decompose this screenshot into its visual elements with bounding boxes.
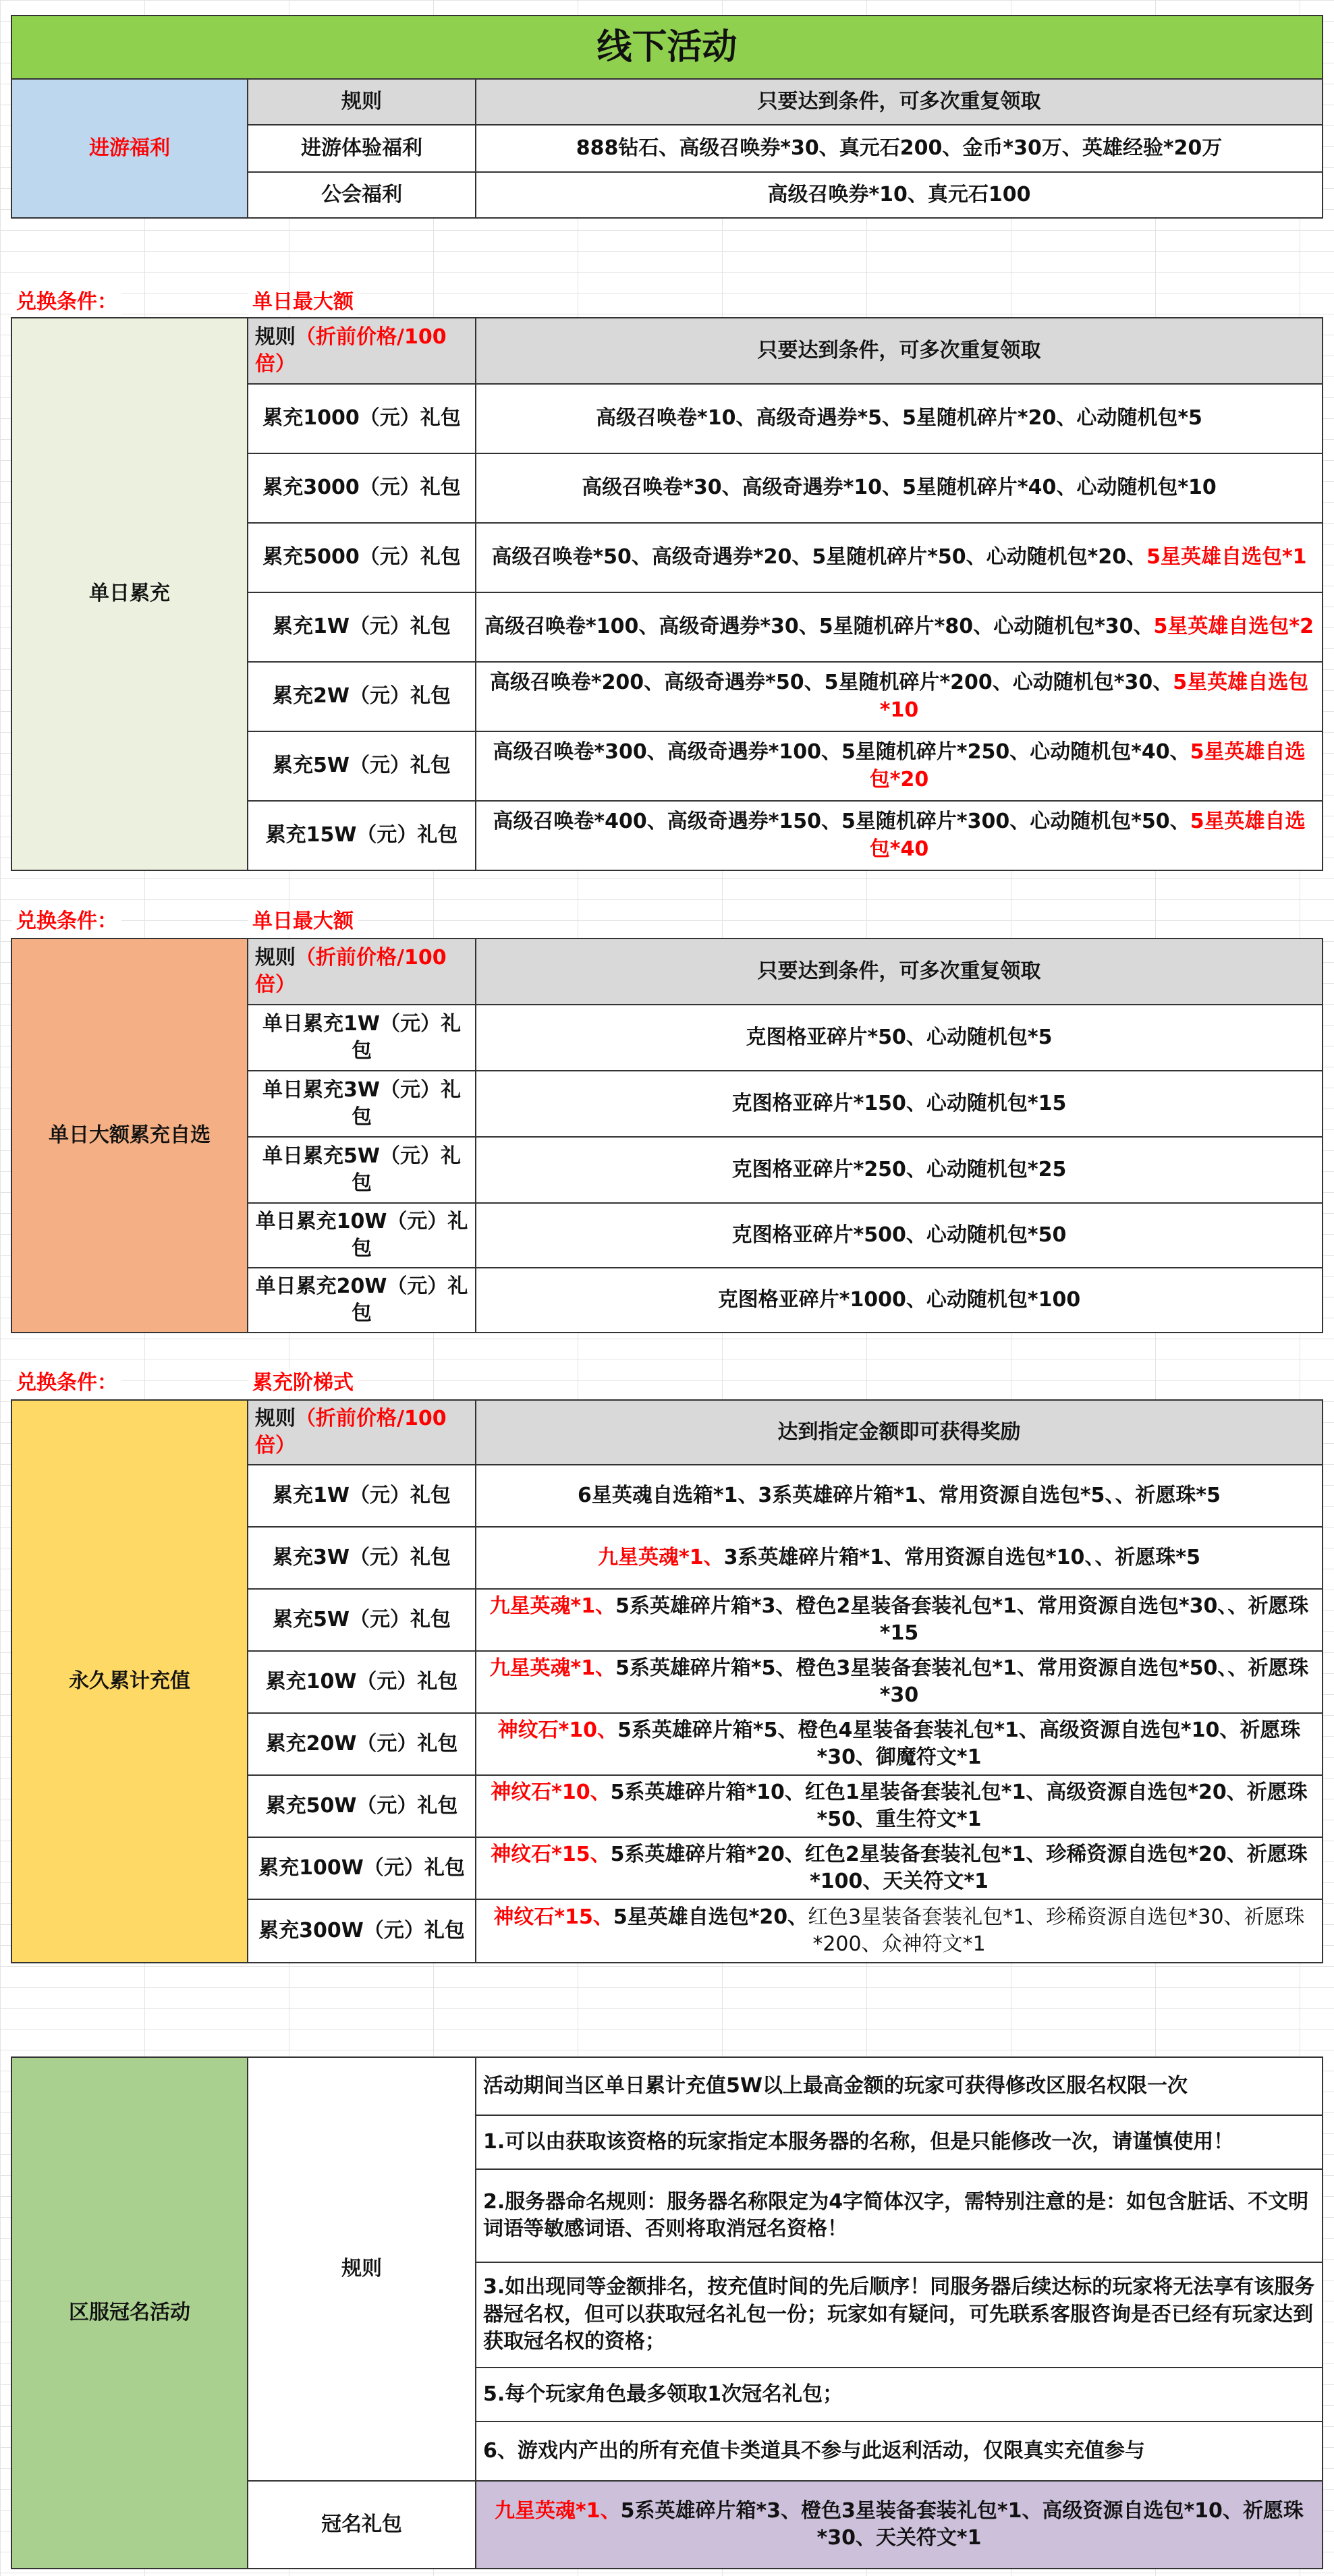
row-name: 单日累充20W（元）礼包 xyxy=(247,1267,476,1333)
row-reward: 克图格亚碎片*1000、心动随机包*100 xyxy=(475,1267,1323,1333)
header-rule-text: 规则 xyxy=(255,1406,296,1430)
row-reward xyxy=(475,1899,1323,1963)
reward-text: 高级召唤卷*400、高级奇遇券*150、5星随机碎片*300、心动随机包*50、 xyxy=(493,810,1190,833)
row-reward: 克图格亚碎片*150、心动随机包*15 xyxy=(475,1070,1323,1138)
row-reward: 克图格亚碎片*250、心动随机包*25 xyxy=(475,1136,1323,1204)
row-reward xyxy=(475,1650,1323,1714)
reward-text: 5系英雄碎片箱*3、橙色3星装备套装礼包*1、高级资源自选包*10、祈愿珠*30、天关符文*1 xyxy=(620,2498,1304,2550)
condition-label: 兑换条件： xyxy=(12,909,121,934)
reward-highlight: 九星英魂*1、 xyxy=(598,1545,724,1569)
section-label-server-naming: 区服冠名活动 xyxy=(11,2056,248,2569)
reward-text: 5系英雄碎片箱*5、橙色4星装备套装礼包*1、高级资源自选包*10、祈愿珠*30、御魔符文*1 xyxy=(617,1718,1301,1769)
row-name: 进游体验福利 xyxy=(247,124,476,173)
rule-line: 5.每个玩家角色最多领取1次冠名礼包； xyxy=(475,2367,1323,2422)
header-rule-note: （折前价格/100倍） xyxy=(255,325,447,376)
reward-text: 5系英雄碎片箱*10、红色1星装备套装礼包*1、高级资源自选包*20、祈愿珠*50、重生符文*1 xyxy=(610,1780,1308,1831)
row-name: 累充5W（元）礼包 xyxy=(247,1588,476,1652)
reward-highlight: 神纹石*15、 xyxy=(493,1905,613,1929)
gift-label: 冠名礼包 xyxy=(247,2480,476,2569)
reward-highlight: 5星英雄自选包*10 xyxy=(879,671,1309,722)
reward-highlight: 5星英雄自选包*2 xyxy=(1153,615,1314,639)
row-reward xyxy=(475,800,1323,871)
reward-highlight: 九星英魂*1、 xyxy=(489,1594,616,1618)
reward-text: 高级召唤卷*100、高级奇遇券*30、5星随机碎片*80、心动随机包*30、 xyxy=(484,615,1154,639)
row-name: 累充2W（元）礼包 xyxy=(247,661,476,732)
header-rule-text: 规则 xyxy=(255,325,296,349)
reward-highlight: 神纹石*10、 xyxy=(491,1780,611,1804)
header-rule-text: 规则 xyxy=(255,945,296,970)
condition-label: 兑换条件： xyxy=(12,1371,121,1395)
reward-text: 5系英雄碎片箱*20、红色2星装备套装礼包*1、珍稀资源自选包*20、祈愿珠*100、天关符文*1 xyxy=(610,1842,1308,1893)
condition-label: 兑换条件： xyxy=(12,290,121,314)
row-name: 累充50W（元）礼包 xyxy=(247,1774,476,1838)
reward-text: 6星英魂自选箱*1、3系英雄碎片箱*1、常用资源自选包*5、、祈愿珠*5 xyxy=(578,1483,1221,1507)
row-name: 累充100W（元）礼包 xyxy=(247,1837,476,1900)
row-name: 单日累充3W（元）礼包 xyxy=(247,1070,476,1138)
header-rule xyxy=(247,1399,476,1465)
reward-highlight: 5星英雄自选包*1 xyxy=(1146,545,1307,569)
rule-line: 2.服务器命名规则：服务器名称限定为4字简体汉字，需特别注意的是：如包含脏话、不文明词语等敏感词语、否则将取消冠名资格！ xyxy=(475,2168,1323,2263)
reward-highlight: 九星英魂*1、 xyxy=(495,2498,621,2523)
condition-value: 累充阶梯式 xyxy=(248,1371,358,1395)
reward-text: 高级召唤卷*10、高级奇遇券*5、5星随机碎片*20、心动随机包*5 xyxy=(596,406,1202,430)
row-reward xyxy=(475,453,1323,524)
section-label-daily-recharge: 单日累充 xyxy=(11,317,248,871)
rule-line: 活动期间当区单日累计充值5W以上最高金额的玩家可获得修改区服名权限一次 xyxy=(475,2056,1323,2116)
row-reward xyxy=(475,522,1323,593)
row-name: 累充1000（元）礼包 xyxy=(247,383,476,454)
section-label-entry-benefits: 进游福利 xyxy=(11,78,248,219)
reward-text: 高级召唤卷*300、高级奇遇券*100、5星随机碎片*250、心动随机包*40、 xyxy=(493,740,1190,764)
row-reward: 高级召唤券*10、真元石100 xyxy=(475,171,1323,219)
row-reward: 克图格亚碎片*50、心动随机包*5 xyxy=(475,1004,1323,1071)
row-name: 累充3W（元）礼包 xyxy=(247,1526,476,1590)
row-name: 累充15W（元）礼包 xyxy=(247,800,476,871)
page-title: 线下活动 xyxy=(11,15,1323,80)
header-desc: 只要达到条件，可多次重复领取 xyxy=(475,78,1323,125)
row-name: 单日累充5W（元）礼包 xyxy=(247,1136,476,1204)
row-name: 累充10W（元）礼包 xyxy=(247,1650,476,1714)
row-name: 累充20W（元）礼包 xyxy=(247,1712,476,1776)
condition-value: 单日最大额 xyxy=(248,909,358,934)
header-desc: 只要达到条件，可多次重复领取 xyxy=(475,938,1323,1005)
row-reward xyxy=(475,1526,1323,1590)
row-reward xyxy=(475,1588,1323,1652)
rule-line: 1.可以由获取该资格的玩家指定本服务器的名称，但是只能修改一次，请谨慎使用！ xyxy=(475,2115,1323,2170)
rule-label: 规则 xyxy=(247,2056,476,2482)
row-name: 累充3000（元）礼包 xyxy=(247,453,476,524)
reward-highlight: 5星英雄自选包*20 xyxy=(869,740,1306,791)
header-rule: 规则 xyxy=(247,78,476,125)
row-name: 公会福利 xyxy=(247,171,476,219)
gift-reward xyxy=(475,2480,1323,2569)
reward-highlight: 5星英雄自选包*40 xyxy=(869,810,1306,861)
row-reward xyxy=(475,731,1323,802)
row-reward xyxy=(475,1774,1323,1838)
rule-line: 6、游戏内产出的所有充值卡类道具不参与此返利活动，仅限真实充值参与 xyxy=(475,2421,1323,2482)
reward-text: 高级召唤卷*30、高级奇遇券*10、5星随机碎片*40、心动随机包*10 xyxy=(582,476,1217,500)
row-reward xyxy=(475,661,1323,732)
reward-text: 5星英雄自选包*20、 xyxy=(613,1905,808,1929)
section-label-daily-large-recharge: 单日大额累充自选 xyxy=(11,938,248,1333)
row-reward xyxy=(475,1464,1323,1528)
header-desc: 达到指定金额即可获得奖励 xyxy=(475,1399,1323,1465)
header-rule-note: （折前价格/100倍） xyxy=(255,1406,447,1457)
header-rule xyxy=(247,938,476,1005)
header-rule-note: （折前价格/100倍） xyxy=(255,945,447,997)
header-rule xyxy=(247,317,476,385)
reward-text: 5系英雄碎片箱*5、橙色3星装备套装礼包*1、常用资源自选包*50、、祈愿珠*30 xyxy=(615,1656,1309,1707)
row-name: 单日累充10W（元）礼包 xyxy=(247,1202,476,1268)
reward-highlight: 九星英魂*1、 xyxy=(489,1656,616,1680)
row-reward xyxy=(475,1837,1323,1900)
row-name: 单日累充1W（元）礼包 xyxy=(247,1004,476,1071)
reward-text: 5系英雄碎片箱*3、橙色2星装备套装礼包*1、常用资源自选包*30、、祈愿珠*15 xyxy=(615,1594,1309,1645)
row-reward: 克图格亚碎片*500、心动随机包*50 xyxy=(475,1202,1323,1268)
reward-text: 高级召唤卷*200、高级奇遇券*50、5星随机碎片*200、心动随机包*30、 xyxy=(489,671,1173,694)
row-name: 累充1W（元）礼包 xyxy=(247,592,476,663)
header-desc: 只要达到条件，可多次重复领取 xyxy=(475,317,1323,385)
row-name: 累充300W（元）礼包 xyxy=(247,1899,476,1963)
row-name: 累充1W（元）礼包 xyxy=(247,1464,476,1528)
condition-value: 单日最大额 xyxy=(248,290,358,314)
row-reward xyxy=(475,383,1323,454)
section-label-permanent-recharge: 永久累计充值 xyxy=(11,1399,248,1963)
row-reward: 888钻石、高级召唤券*30、真元石200、金币*30万、英雄经验*20万 xyxy=(475,124,1323,173)
row-reward xyxy=(475,1712,1323,1776)
reward-highlight: 神纹石*10、 xyxy=(497,1718,618,1742)
reward-highlight: 神纹石*15、 xyxy=(491,1842,611,1866)
rule-line: 3.如出现同等金额排名，按充值时间的先后顺序！同服务器后续达标的玩家将无法享有该服务器冠名权，但可以获取冠名礼包一份；玩家如有疑问，可先联系客服咨询是否已经有玩家达到获取冠名权的资格； xyxy=(475,2262,1323,2368)
reward-text: 3系英雄碎片箱*1、常用资源自选包*10、、祈愿珠*5 xyxy=(723,1545,1200,1569)
reward-text: 高级召唤卷*50、高级奇遇券*20、5星随机碎片*50、心动随机包*20、 xyxy=(491,545,1147,569)
row-name: 累充5W（元）礼包 xyxy=(247,731,476,802)
reward-text-light: 红色3星装备套装礼包*1、珍稀资源自选包*30、祈愿珠*200、众神符文*1 xyxy=(808,1905,1305,1956)
row-reward xyxy=(475,592,1323,663)
row-name: 累充5000（元）礼包 xyxy=(247,522,476,593)
